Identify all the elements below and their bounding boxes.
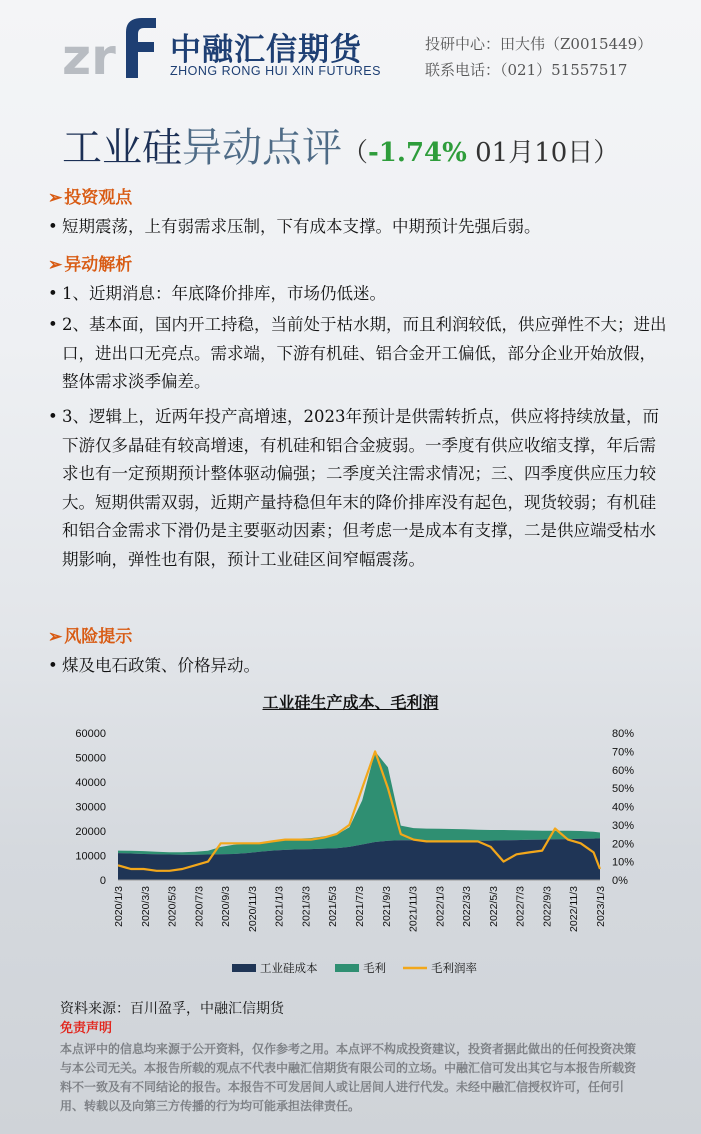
x-tick-label: 2022/7/3 — [514, 886, 527, 927]
y-right-tick-label: 0% — [612, 875, 628, 887]
arrow-icon: ➢ — [48, 188, 63, 208]
legend-label: 工业硅成本 — [260, 961, 318, 975]
data-source: 资料来源：百川盈孚，中融汇信期货 — [60, 1001, 284, 1017]
x-tick-label: 2021/5/3 — [327, 886, 340, 927]
paragraph-text: 1、近期消息：年底降价排库，市场仍低迷。 — [62, 284, 386, 303]
logo-english-name: ZHONG RONG HUI XIN FUTURES — [170, 64, 381, 78]
contact-researcher: 投研中心：田大伟（Z0015449） — [425, 35, 653, 53]
arrow-icon: ➢ — [48, 255, 63, 275]
bullet-icon: • — [48, 315, 58, 334]
title-type: 异动点评 — [182, 125, 342, 171]
y-left-tick-label: 0 — [99, 875, 106, 887]
svg-text:zr: zr — [62, 28, 116, 80]
report-title — [62, 116, 619, 173]
bullet-icon: • — [48, 284, 58, 303]
paragraph-view — [48, 213, 668, 242]
x-tick-label: 2020/9/3 — [220, 886, 233, 927]
y-right-tick-label: 30% — [612, 819, 635, 832]
x-tick-label: 2020/3/3 — [139, 886, 152, 927]
paragraph-analysis-1 — [48, 280, 668, 309]
cost-profit-chart — [0, 715, 701, 990]
section-title: 投资观点 — [64, 188, 133, 208]
y-left-tick-label: 50000 — [75, 752, 106, 765]
x-tick-label: 2020/5/3 — [166, 886, 179, 927]
bullet-icon: • — [48, 217, 58, 236]
chart-title: 工业硅生产成本、毛利润 — [262, 693, 439, 712]
x-tick-label: 2020/11/3 — [246, 886, 259, 932]
company-logo-icon — [62, 12, 158, 80]
paragraph-analysis-3 — [48, 403, 668, 574]
paragraph-risk — [48, 652, 668, 681]
legend-swatch — [232, 964, 256, 972]
x-tick-label: 2022/3/3 — [461, 886, 474, 927]
legend-swatch — [335, 964, 359, 972]
y-right-tick-label: 50% — [612, 783, 635, 796]
paragraph-analysis-2 — [48, 311, 668, 397]
x-tick-label: 2021/9/3 — [380, 886, 393, 927]
x-tick-label: 2020/7/3 — [193, 886, 206, 927]
paragraph-text: 2、基本面，国内开工持稳，当前处于枯水期，而且利润较低，供应弹性不大；进出口，进出口无亮点。需求端，下游有机硅、铝合金开工偏低，部分企业开始放假，整体需求淡季偏差。 — [62, 315, 667, 391]
contact-phone: 联系电话：（021）51557517 — [425, 61, 628, 79]
x-tick-label: 2023/1/3 — [595, 886, 607, 927]
x-tick-label: 2021/1/3 — [273, 886, 286, 927]
x-tick-label: 2022/11/3 — [568, 886, 581, 932]
logo-chinese-name: 中融汇信期货 — [170, 32, 362, 68]
y-left-tick-label: 10000 — [75, 850, 106, 863]
y-left-tick-label: 60000 — [75, 728, 106, 740]
x-tick-label: 2022/9/3 — [541, 886, 554, 927]
title-change: -1.74% — [368, 138, 467, 168]
y-left-tick-label: 20000 — [75, 826, 106, 838]
title-open-paren: （ — [342, 138, 369, 168]
y-right-tick-label: 10% — [612, 856, 635, 869]
x-tick-label: 2022/1/3 — [434, 886, 447, 927]
arrow-icon: ➢ — [48, 627, 63, 647]
section-title: 风险提示 — [64, 627, 133, 647]
x-tick-label: 2020/1/3 — [113, 886, 125, 927]
section-title: 异动解析 — [64, 255, 133, 275]
x-tick-label: 2021/11/3 — [407, 886, 420, 932]
y-left-tick-label: 40000 — [75, 777, 106, 789]
paragraph-text: 短期震荡，上有弱需求压制，下有成本支撑。中期预计先强后弱。 — [62, 217, 541, 236]
paragraph-text: 3、逻辑上，近两年投产高增速，2023年预计是供需转折点，供应将持续放量，而下游仅多晶硅有较高增速，有机硅和铝合金疲弱。一季度有供应收缩支撑，年后需求也有一定预期预计整体驱动偏强；二季度关注需求情况；三、四季度供应压力较大。短期供需双弱，近期产量持稳但年末的降价排库没有起色，现货较弱；有机硅和铝合金需求下滑仍是主要驱动因素；但考虑一是成本有支撑，二是供应端受枯水期影响，弹性也有限，预计工业硅区间窄幅震荡。 — [62, 407, 659, 569]
legend-label: 毛利润率 — [431, 961, 477, 975]
y-left-tick-label: 30000 — [75, 801, 106, 814]
section-risk — [48, 622, 132, 647]
title-date: 01月10日） — [466, 138, 620, 168]
section-investment-view — [48, 183, 132, 208]
legend-label: 毛利 — [363, 961, 386, 975]
y-right-tick-label: 40% — [612, 801, 635, 814]
series-area-profit — [118, 751, 600, 854]
disclaimer-title: 免责声明 — [60, 1021, 113, 1036]
bullet-icon: • — [48, 656, 58, 675]
paragraph-text: 煤及电石政策、价格异动。 — [62, 656, 260, 675]
y-right-tick-label: 80% — [612, 728, 635, 740]
bullet-icon: • — [48, 407, 58, 426]
disclaimer-text: 本点评中的信息均来源于公开资料，仅作参考之用。本点评不构成投资建议，投资者据此做出的任何投资决策与本公司无关。本报告所载的观点不代表中融汇信期货有限公司的立场。中融汇信可发出其它与本报告所载资料不一致及有不同结论的报告。本报告不可发居间人或让居间人进行代发。未经中融汇信授权许可，任何引用、转载以及向第三方传播的行为均可能承担法律责任。 — [60, 1042, 637, 1113]
x-tick-label: 2021/7/3 — [354, 886, 366, 927]
y-right-tick-label: 20% — [612, 838, 635, 851]
x-tick-label: 2022/5/3 — [487, 886, 500, 927]
y-right-tick-label: 70% — [612, 746, 635, 759]
section-analysis — [48, 250, 132, 275]
y-right-tick-label: 60% — [612, 764, 635, 777]
x-tick-label: 2021/3/3 — [300, 886, 313, 927]
title-product: 工业硅 — [62, 125, 182, 171]
header — [0, 0, 701, 100]
